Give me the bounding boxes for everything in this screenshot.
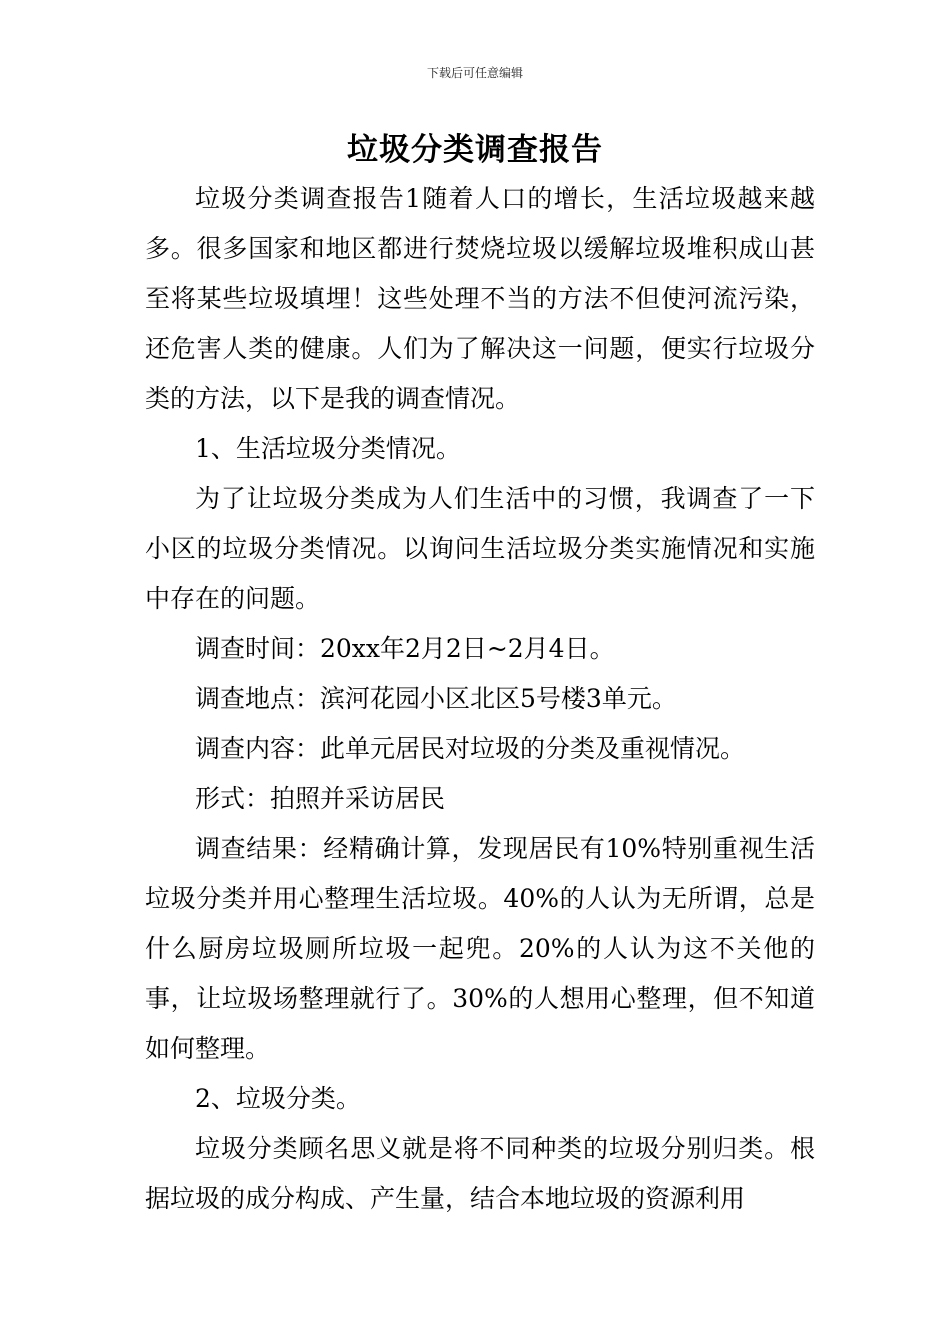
paragraph-purpose: 为了让垃圾分类成为人们生活中的习惯，我调查了一下小区的垃圾分类情况。以询问生活垃圾分类实施情况和实施中存在的问题。 xyxy=(145,484,815,613)
document-title: 垃圾分类调查报告 xyxy=(347,132,603,168)
survey-form: 形式：拍照并采访居民 xyxy=(195,784,446,813)
header-note: 下载后可任意编辑 xyxy=(426,66,523,80)
survey-results: 调查结果：经精确计算，发现居民有10%特别重视生活垃圾分类并用心整理生活垃圾。40%的人认为无所谓，总是什么厨房垃圾厕所垃圾一起兜。20%的人认为这不关他的事，让垃圾场整理就行了。30%的人想用心整理，但不知道如何整理。 xyxy=(145,834,815,1063)
section-heading-2: 2、垃圾分类。 xyxy=(195,1084,361,1113)
survey-time: 调查时间：20xx年2月2日~2月4日。 xyxy=(195,634,615,663)
paragraph-intro: 垃圾分类调查报告1随着人口的增长，生活垃圾越来越多。很多国家和地区都进行焚烧垃圾以缓解垃圾堆积成山甚至将某些垃圾填埋！这些处理不当的方法不但使河流污染，还危害人类的健康。人们为了解决这一问题，便实行垃圾分类的方法，以下是我的调查情况。 xyxy=(145,184,815,413)
survey-location: 调查地点：滨河花园小区北区5号楼3单元。 xyxy=(195,684,677,713)
survey-content: 调查内容：此单元居民对垃圾的分类及重视情况。 xyxy=(195,734,746,763)
paragraph-classification: 垃圾分类顾名思义就是将不同种类的垃圾分别归类。根据垃圾的成分构成、产生量，结合本地垃圾的资源利用 xyxy=(145,1134,815,1213)
document-body xyxy=(145,174,815,1224)
section-heading-1: 1、生活垃圾分类情况。 xyxy=(195,434,461,463)
